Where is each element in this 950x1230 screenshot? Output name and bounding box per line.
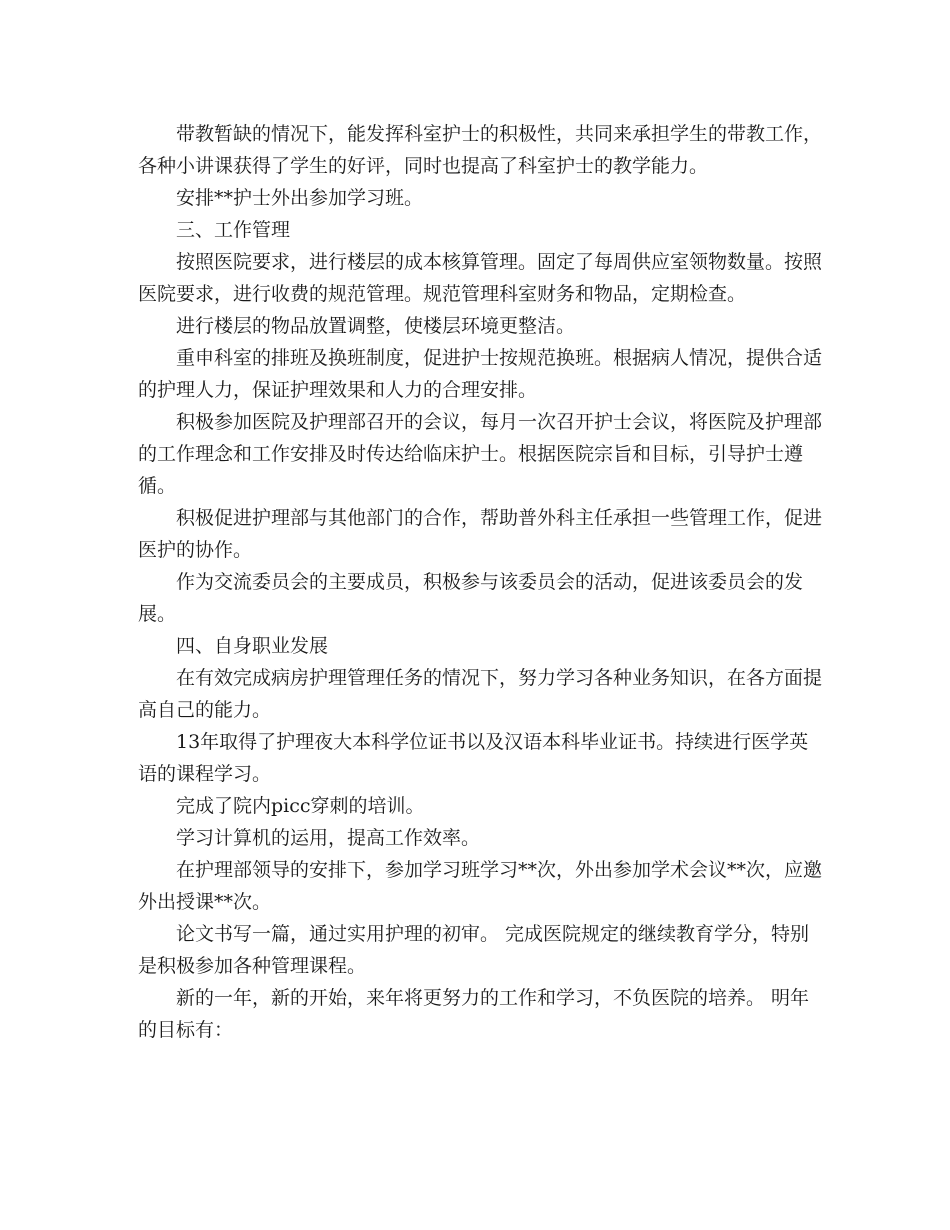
paragraph (138, 918, 828, 982)
paragraph-line: 的护理人力，保证护理效果和人力的合理安排。 (138, 379, 538, 401)
paragraph-line: 高自己的能力。 (138, 699, 272, 721)
paragraph (138, 502, 828, 566)
paragraph-line: 各种小讲课获得了学生的好评，同时也提高了科室护士的教学能力。 (138, 155, 709, 177)
paragraph (138, 118, 828, 182)
paragraph-line: 在护理部领导的安排下，参加学习班学习**次，外出参加学术会议**次，应邀 (176, 859, 823, 881)
paragraph-line: 论文书写一篇，通过实用护理的初审。 完成医院规定的继续教育学分，特别 (176, 923, 810, 945)
paragraph-line: 安排**护士外出参加学习班。 (176, 187, 424, 209)
paragraph-line: 在有效完成病房护理管理任务的情况下，努力学习各种业务知识，在各方面提 (176, 667, 823, 689)
paragraph-line: 积极参加医院及护理部召开的会议，每月一次召开护士会议，将医院及护理部 (176, 411, 823, 433)
paragraph-line: 带教暂缺的情况下，能发挥科室护士的积极性，共同来承担学生的带教工作， (176, 123, 823, 145)
paragraph-line: 医院要求，进行收费的规范管理。规范管理科室财务和物品，定期检查。 (138, 283, 747, 305)
paragraph-line: 进行楼层的物品放置调整，使楼层环境更整洁。 (176, 315, 576, 337)
paragraph (138, 726, 828, 790)
paragraph-line: 重申科室的排班及换班制度，促进护士按规范换班。根据病人情况，提供合适 (176, 347, 823, 369)
paragraph-line: 的工作理念和工作安排及时传达给临床护士。根据医院宗旨和目标，引导护士遵循。 (138, 443, 804, 497)
paragraph-line: 外出授课**次。 (138, 891, 272, 913)
paragraph (138, 822, 828, 854)
paragraph (138, 854, 828, 918)
paragraph (138, 790, 828, 822)
paragraph (138, 630, 828, 662)
paragraph-line: 语的课程学习。 (138, 763, 272, 785)
document-body (138, 118, 828, 1046)
paragraph-line: 学习计算机的运用，提高工作效率。 (176, 827, 481, 849)
paragraph-line: 四、自身职业发展 (176, 635, 329, 657)
paragraph-line: 积极促进护理部与其他部门的合作，帮助普外科主任承担一些管理工作，促进 (176, 507, 823, 529)
paragraph (138, 662, 828, 726)
paragraph (138, 982, 828, 1046)
paragraph (138, 310, 828, 342)
paragraph-line: 是积极参加各种管理课程。 (138, 955, 367, 977)
paragraph-line: 完成了院内picc穿刺的培训。 (176, 795, 425, 817)
paragraph (138, 406, 828, 502)
paragraph-line: 按照医院要求，进行楼层的成本核算管理。固定了每周供应室领物数量。按照 (176, 251, 823, 273)
paragraph (138, 214, 828, 246)
paragraph-line: 13年取得了护理夜大本科学位证书以及汉语本科毕业证书。持续进行医学英 (176, 731, 809, 753)
paragraph-line: 三、工作管理 (176, 219, 291, 241)
paragraph-line: 医护的协作。 (138, 539, 253, 561)
paragraph-line: 新的一年，新的开始，来年将更努力的工作和学习，不负医院的培养。 明年 (176, 987, 810, 1009)
paragraph (138, 342, 828, 406)
paragraph-line: 的目标有： (138, 1019, 234, 1041)
paragraph (138, 246, 828, 310)
paragraph (138, 566, 828, 630)
paragraph (138, 182, 828, 214)
paragraph-line: 作为交流委员会的主要成员，积极参与该委员会的活动，促进该委员会的发展。 (138, 571, 804, 625)
